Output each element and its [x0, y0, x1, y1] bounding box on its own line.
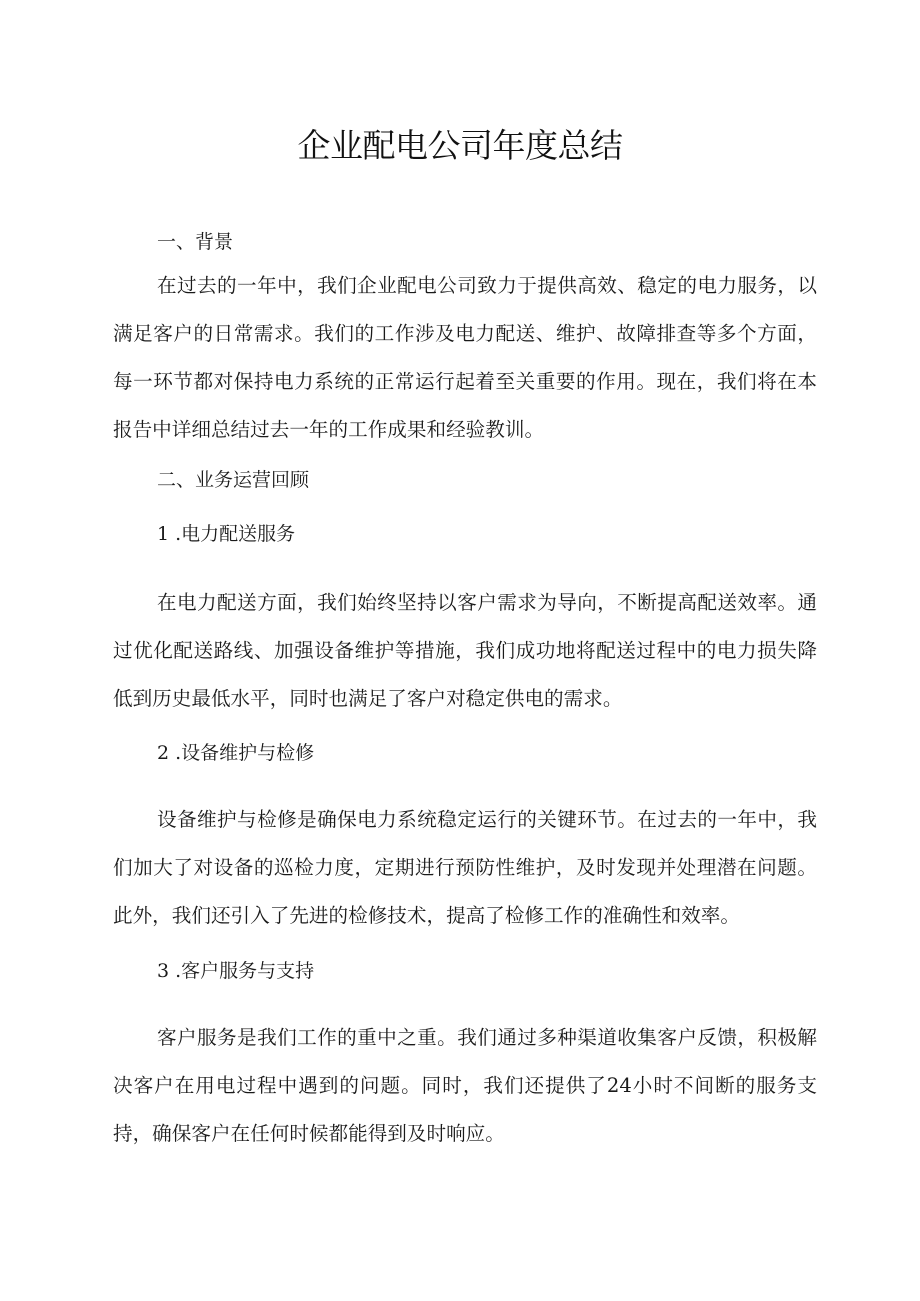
section-heading-background: 一、背景	[157, 231, 234, 253]
section-heading-review: 二、业务运营回顾	[157, 469, 310, 491]
equipment-maintenance-paragraph: 设备维护与检修是确保电力系统稳定运行的关键环节。在过去的一年中，我们加大了对设备的巡检力度，定期进行预防性维护，及时发现并处理潜在问题。此外，我们还引入了先进的检修技术，提高了检修工作的准确性和效率。	[113, 808, 817, 927]
power-distribution-paragraph: 在电力配送方面，我们始终坚持以客户需求为导向，不断提高配送效率。通过优化配送路线、加强设备维护等措施，我们成功地将配送过程中的电力损失降低到历史最低水平，同时也满足了客户对稳定供电的需求。	[113, 591, 817, 710]
subsection-heading-customer-service: 3 .客户服务与支持	[157, 960, 315, 982]
subsection-heading-power-distribution: 1 .电力配送服务	[157, 523, 296, 545]
subsection-heading-equipment-maintenance: 2 .设备维护与检修	[157, 742, 315, 764]
document-title: 企业配电公司年度总结	[297, 126, 623, 165]
background-paragraph: 在过去的一年中，我们企业配电公司致力于提供高效、稳定的电力服务，以满足客户的日常需求。我们的工作涉及电力配送、维护、故障排查等多个方面，每一环节都对保持电力系统的正常运行起着至关重要的作用。现在，我们将在本报告中详细总结过去一年的工作成果和经验教训。	[113, 274, 817, 441]
customer-service-paragraph: 客户服务是我们工作的重中之重。我们通过多种渠道收集客户反馈，积极解决客户在用电过程中遇到的问题。同时，我们还提供了24小时不间断的服务支持，确保客户在任何时候都能得到及时响应。	[113, 1026, 817, 1145]
